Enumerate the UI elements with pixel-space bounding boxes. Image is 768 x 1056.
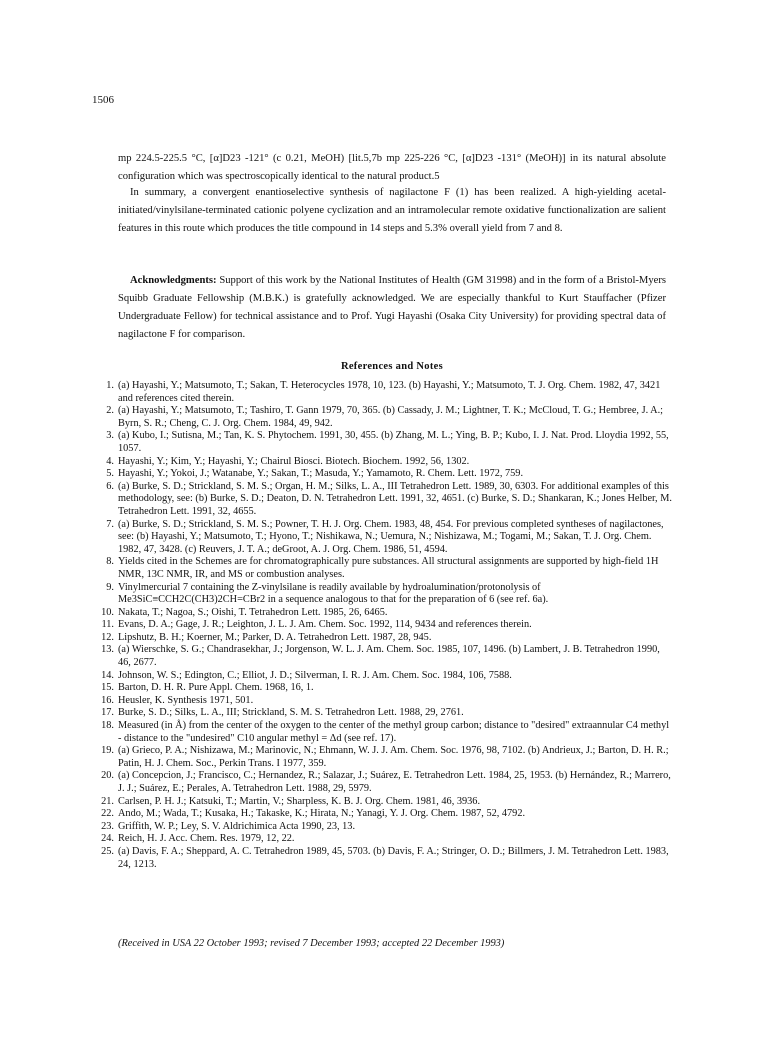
reference-text: (a) Hayashi, Y.; Matsumoto, T.; Tashiro, T. Gann 1979, 70, 365. (b) Cassady, J. M.; Lightner, T. K.; McCloud, T. G.; Hembree, J. A.; Byrn, S. R.; Cheng, C. J. Org. Chem. 1984, 49, 942. — [118, 405, 664, 429]
reference-number: 11. — [101, 619, 114, 631]
reference-text: Carlsen, P. H. J.; Katsuki, T.; Martin, V.; Sharpless, K. B. J. Org. Chem. 1981, 46, 3936. — [118, 795, 481, 807]
reference-text: Yields cited in the Schemes are for chromatographically pure substances. All structural assignments are supported by high-field 1H NMR, 13C NMR, IR, and MS or combustion analyses. — [118, 556, 659, 580]
reference-text: Evans, D. A.; Gage, J. R.; Leighton, J. L. J. Am. Chem. Soc. 1992, 114, 9434 and references therein. — [118, 619, 532, 631]
reference-item — [100, 707, 672, 720]
reference-number: 22. — [101, 808, 114, 820]
paragraph-results: mp 224.5-225.5 °C, [α]D23 -121° (c 0.21, MeOH) [lit.5,7b mp 225-226 °C, [α]D23 -131° (MeOH)] in its natural absolute configuration which was spectroscopically identical to the natural product.5 — [118, 153, 666, 182]
reference-number: 3. — [106, 430, 114, 442]
reference-text: Lipshutz, B. H.; Koerner, M.; Parker, D. A. Tetrahedron Lett. 1987, 28, 945. — [118, 631, 432, 643]
reference-item — [100, 833, 672, 846]
acknowledgments — [118, 272, 666, 344]
reference-item — [100, 519, 672, 557]
reference-number: 23. — [101, 820, 114, 832]
received-note: (Received in USA 22 October 1993; revised 7 December 1993; accepted 22 December 1993) — [118, 938, 505, 949]
reference-text: Hayashi, Y.; Yokoi, J.; Watanabe, Y.; Sakan, T.; Masuda, Y.; Yamamoto, R. Chem. Lett. 1972, 759. — [118, 468, 524, 480]
reference-item — [100, 644, 672, 669]
reference-item — [100, 556, 672, 581]
reference-text: (a) Hayashi, Y.; Matsumoto, T.; Sakan, T. Heterocycles 1978, 10, 123. (b) Hayashi, Y.; Matsumoto, T. J. Org. Chem. 1982, 47, 3421 and references cited therein. — [118, 380, 661, 404]
acknowledgments-text: Support of this work by the National Institutes of Health (GM 31998) and in the form of a Bristol-Myers Squibb Graduate Fellowship (M.B.K.) is gratefully acknowledged. We are especially thankful to Kurt Stauffacher (Pfizer Undergraduate Fellow) for technical assistance and to Prof. Yugi Hayashi (Osaka City University) for providing spectral data of nagilactone F for comparison. — [118, 275, 666, 340]
reference-text: (a) Davis, F. A.; Sheppard, A. C. Tetrahedron 1989, 45, 5703. (b) Davis, F. A.; Stringer, O. D.; Billmers, J. M. Tetrahedron Lett. 1983, 24, 1213. — [118, 845, 669, 870]
reference-number: 25. — [101, 845, 114, 857]
acknowledgments-heading: Acknowledgments: — [130, 275, 217, 286]
references-list — [100, 380, 672, 871]
reference-number: 9. — [106, 581, 114, 593]
reference-text: (a) Burke, S. D.; Strickland, S. M. S.; Organ, H. M.; Silks, L. A., III Tetrahedron Lett. 1989, 30, 6303. For additional examples of this methodology, see: (b) Burke, S. D.; Deaton, D. N. Tetrahedron Lett. 1991, 32, 4651. (c) Burke, S. D.; Shankaran, K.; Jones Helber, M. Tetrahedron Lett. 1991, 32, 4655. — [118, 480, 672, 517]
reference-text: (a) Kubo, I.; Sutisna, M.; Tan, K. S. Phytochem. 1991, 30, 455. (b) Zhang, M. L.; Ying, B. P.; Kubo, I. J. Nat. Prod. Lloydia 1992, 55, 1057. — [118, 430, 669, 454]
reference-number: 5. — [106, 468, 114, 480]
reference-item — [100, 770, 672, 795]
reference-text: Nakata, T.; Nagoa, S.; Oishi, T. Tetrahedron Lett. 1985, 26, 6465. — [118, 606, 388, 618]
reference-text: (a) Grieco, P. A.; Nishizawa, M.; Marinovic, N.; Ehmann, W. J. J. Am. Chem. Soc. 1976, 98, 7102. (b) Andrieux, J.; Barton, D. H. R.; Patin, H. J. Chem. Soc., Perkin Trans. I 1977, 359. — [118, 745, 669, 769]
reference-text: (a) Concepcion, J.; Francisco, C.; Hernandez, R.; Salazar, J.; Suárez, E. Tetrahedron Lett. 1984, 25, 1953. (b) Hernández, R.; Marrero, J. J.; Suárez, E.; Perales, A. Tetrahedron Lett. 1988, 29, 5979. — [118, 770, 671, 794]
reference-number: 24. — [101, 833, 114, 845]
reference-item — [100, 430, 672, 455]
reference-number: 12. — [101, 631, 114, 643]
reference-item — [100, 632, 672, 645]
reference-item — [100, 745, 672, 770]
reference-number: 15. — [101, 682, 114, 694]
reference-item — [100, 481, 672, 519]
reference-text: Burke, S. D.; Silks, L. A., III; Strickland, S. M. S. Tetrahedron Lett. 1988, 29, 2761. — [118, 707, 464, 719]
reference-item — [100, 695, 672, 708]
reference-item — [100, 720, 672, 745]
reference-number: 1. — [106, 380, 114, 391]
reference-item — [100, 796, 672, 809]
paragraph-summary: In summary, a convergent enantioselective synthesis of nagilactone F (1) has been realized. A high-yielding acetal-initiated/vinylsilane-terminated cationic polyene cyclization and an intramolecular remote oxidative functionalization are salient features in this route which produces the title compound in 14 steps and 5.3% overall yield from 7 and 8. — [118, 187, 666, 234]
reference-number: 21. — [101, 795, 114, 807]
reference-text: Barton, D. H. R. Pure Appl. Chem. 1968, 16, 1. — [118, 682, 314, 694]
reference-number: 4. — [106, 455, 114, 467]
reference-text: Ando, M.; Wada, T.; Kusaka, H.; Takaske, K.; Hirata, N.; Yanagi, Y. J. Org. Chem. 1987, 52, 4792. — [118, 808, 526, 820]
reference-number: 8. — [106, 556, 114, 568]
reference-item — [100, 405, 672, 430]
reference-item — [100, 619, 672, 632]
reference-item — [100, 582, 672, 607]
reference-item — [100, 846, 672, 871]
reference-number: 2. — [106, 405, 114, 417]
reference-number: 7. — [106, 518, 114, 530]
reference-item — [100, 808, 672, 821]
reference-text: Heusler, K. Synthesis 1971, 501. — [118, 694, 254, 706]
reference-item — [100, 670, 672, 683]
reference-text: Johnson, W. S.; Edington, C.; Elliot, J. D.; Silverman, I. R. J. Am. Chem. Soc. 1984, 106, 7588. — [118, 669, 512, 681]
reference-number: 18. — [101, 720, 114, 732]
page-number: 1506 — [92, 94, 114, 106]
reference-text: (a) Burke, S. D.; Strickland, S. M. S.; Powner, T. H. J. Org. Chem. 1983, 48, 454. For previous completed syntheses of nagilactones, see: (b) Hayashi, Y.; Matsumoto, T.; Hyono, T.; Nishikawa, N.; Uemura, N.; Nishizawa, M.; Togami, M.; Sakan, T. J. Org. Chem. 1982, 47, 3428. (c) Reuvers, J. T. A.; deGroot, A. J. Org. Chem. 1986, 51, 4594. — [118, 518, 664, 555]
reference-text: (a) Wierschke, S. G.; Chandrasekhar, J.; Jorgenson, W. L. J. Am. Chem. Soc. 1985, 107, 1496. (b) Lambert, J. B. Tetrahedron 1990, 46, 2677. — [118, 644, 660, 669]
reference-text: Vinylmercurial 7 containing the Z-vinylsilane is readily available by hydroalumination/protonolysis of Me3SiC≡CCH2C(CH3)2CH=CBr2 in a sequence analogous to that for the preparation of 6 (see ref. 6a). — [118, 581, 549, 606]
reference-item — [100, 682, 672, 695]
reference-number: 14. — [101, 669, 114, 681]
reference-text: Measured (in Å) from the center of the oxygen to the center of the methyl group carbon; distance to "desired" extraannular C4 methyl - distance to the "undesired" C10 angular methyl = Δd (see ref. 17). — [118, 720, 670, 744]
reference-item — [100, 456, 672, 469]
reference-number: 20. — [101, 770, 114, 782]
reference-number: 19. — [101, 745, 114, 757]
reference-number: 17. — [101, 707, 114, 719]
reference-number: 6. — [106, 480, 114, 492]
reference-number: 10. — [101, 606, 114, 618]
reference-item — [100, 468, 672, 481]
reference-text: Griffith, W. P.; Ley, S. V. Aldrichimica Acta 1990, 23, 13. — [118, 820, 356, 832]
reference-item — [100, 380, 672, 405]
reference-item — [100, 607, 672, 620]
reference-text: Hayashi, Y.; Kim, Y.; Hayashi, Y.; Chairul Biosci. Biotech. Biochem. 1992, 56, 1302. — [118, 455, 470, 467]
reference-number: 16. — [101, 694, 114, 706]
references-heading: References and Notes — [340, 361, 444, 372]
reference-text: Reich, H. J. Acc. Chem. Res. 1979, 12, 22. — [118, 833, 295, 845]
reference-number: 13. — [101, 644, 114, 656]
reference-item — [100, 821, 672, 834]
